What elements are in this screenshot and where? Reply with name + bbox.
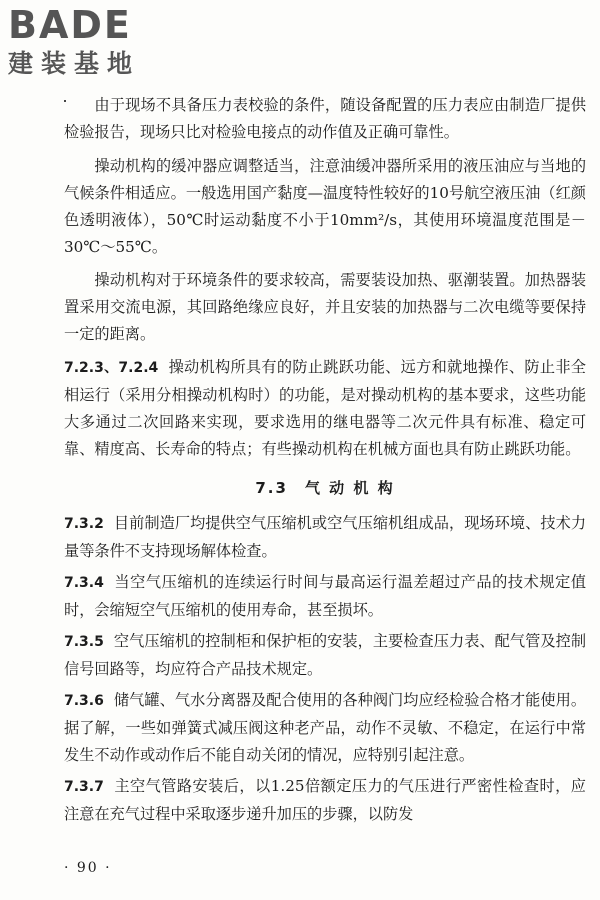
clause-7-3-6 (64, 687, 586, 769)
paragraph-buffer: 操动机构的缓冲器应调整适当，注意油缓冲器所采用的液压油应与当地的气候条件相适应。一般选用国产黏度—温度特性较好的10号航空液压油（红颜色透明液体），50℃时运动黏度不小于10mm²/s，其使用环境温度范围是－30℃～55℃。 (64, 157, 586, 256)
clause-number: 7.3.2 (64, 516, 104, 532)
clause-number: 7.3.5 (64, 634, 104, 650)
clause-7-2-3-7-2-4 (64, 354, 586, 463)
clause-7-3-2 (64, 510, 586, 565)
clause-text: 当空气压缩机的连续运行时间与最高运行温差超过产品的技术规定值时，会缩短空气压缩机的使用寿命，甚至损坏。 (64, 573, 586, 619)
section-heading: 7.3 气 动 机 构 (255, 479, 395, 497)
page-body (64, 92, 586, 832)
clause-number: 7.3.7 (64, 779, 104, 795)
paragraph-heater: 操动机构对于环境条件的要求较高，需要装设加热、驱潮装置。加热器装置采用交流电源，其回路绝缘应良好，并且安装的加热器与二次电缆等要保持一定的距离。 (64, 271, 586, 343)
clause-7-3-4 (64, 569, 586, 624)
clause-text: 空气压缩机的控制柜和保护柜的安装，主要检查压力表、配气管及控制信号回路等，均应符合产品技术规定。 (64, 632, 586, 678)
clause-7-3-7 (64, 773, 586, 828)
paragraph-pressure-gauge: 由于现场不具备压力表校验的条件，随设备配置的压力表应由制造厂提供检验报告，现场只比对检验电接点的动作值及正确可靠性。 (64, 96, 586, 141)
watermark-logo (8, 4, 178, 84)
clause-text: 操动机构所具有的防止跳跃功能、远方和就地操作、防止非全相运行（采用分相操动机构时）的功能，是对操动机构的基本要求，这些功能大多通过二次回路来实现，要求选用的继电器等二次元件具有标准、稳定可靠、精度高、长寿命的特点；有些操动机构在机械方面也具有防止跳跃功能。 (64, 358, 586, 458)
clause-7-3-5 (64, 628, 586, 683)
page-number: · 90 · (64, 860, 112, 876)
clause-text: 主空气管路安装后，以1.25倍额定压力的气压进行严密性检查时，应注意在充气过程中采取逐步递升加压的步骤，以防发 (64, 777, 586, 823)
clause-number: 7.2.3、7.2.4 (64, 360, 159, 376)
watermark-latin: BADE (8, 3, 132, 47)
watermark-cjk: 建装基地 (8, 49, 141, 78)
clause-number: 7.3.6 (64, 693, 104, 709)
clause-text: 储气罐、气水分离器及配合使用的各种阀门均应经检验合格才能使用。据了解，一些如弹簧式减压阀这种老产品，动作不灵敏、不稳定，在运行中常发生不动作或动作后不能自动关闭的情况，应特别引起注意。 (64, 691, 586, 764)
clause-text: 目前制造厂均提供空气压缩机或空气压缩机组成品，现场环境、技术力量等条件不支持现场解体检查。 (64, 514, 586, 560)
clause-number: 7.3.4 (64, 575, 104, 591)
